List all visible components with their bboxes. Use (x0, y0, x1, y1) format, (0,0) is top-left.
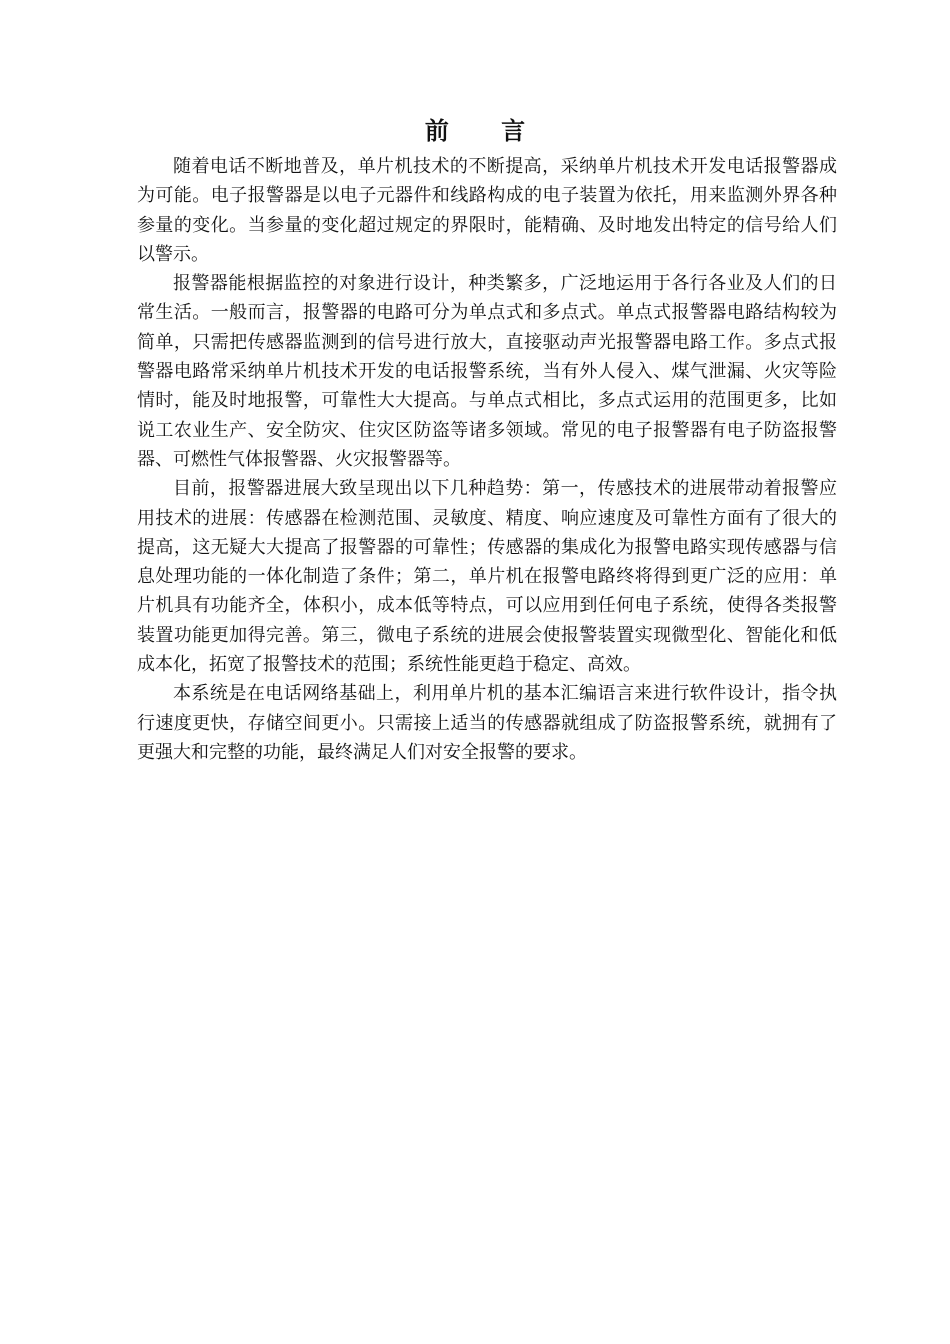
paragraph: 目前，报警器进展大致呈现出以下几种趋势：第一，传感技术的进展带动着报警应用技术的进展：传感器在检测范围、灵敏度、精度、响应速度及可靠性方面有了很大的提高，这无疑大大提高了报警器的可靠性；传感器的集成化为报警电路实现传感器与信息处理功能的一体化制造了条件；第二，单片机在报警电路终将得到更广泛的应用：单片机具有功能齐全，体积小，成本低等特点，可以应用到任何电子系统，使得各类报警装置功能更加得完善。第三，微电子系统的进展会使报警装置实现微型化、智能化和低成本化，拓宽了报警技术的范围；系统性能更趋于稳定、高效。 (137, 478, 837, 676)
paragraph: 随着电话不断地普及，单片机技术的不断提高，采纳单片机技术开发电话报警器成为可能。电子报警器是以电子元器件和线路构成的电子装置为依托，用来监测外界各种参量的变化。当参量的变化超过规定的界限时，能精确、及时地发出特定的信号给人们以警示。 (137, 156, 837, 265)
page-title: 前 言 (424, 116, 548, 145)
paragraph: 报警器能根据监控的对象进行设计，种类繁多，广泛地运用于各行各业及人们的日常生活。一般而言，报警器的电路可分为单点式和多点式。单点式报警器电路结构较为简单，只需把传感器监测到的信号进行放大，直接驱动声光报警器电路工作。多点式报警器电路常采纳单片机技术开发的电话报警系统，当有外人侵入、煤气泄漏、火灾等险情时，能及时地报警，可靠性大大提高。与单点式相比，多点式运用的范围更多，比如说工农业生产、安全防灾、住灾区防盗等诸多领域。常见的电子报警器有电子防盗报警器、可燃性气体报警器、火灾报警器等。 (137, 273, 837, 470)
paragraph: 本系统是在电话网络基础上，利用单片机的基本汇编语言来进行软件设计，指令执行速度更快，存储空间更小。只需接上适当的传感器就组成了防盗报警系统，就拥有了更强大和完整的功能，最终满足人们对安全报警的要求。 (137, 683, 837, 763)
body-text (137, 152, 837, 767)
